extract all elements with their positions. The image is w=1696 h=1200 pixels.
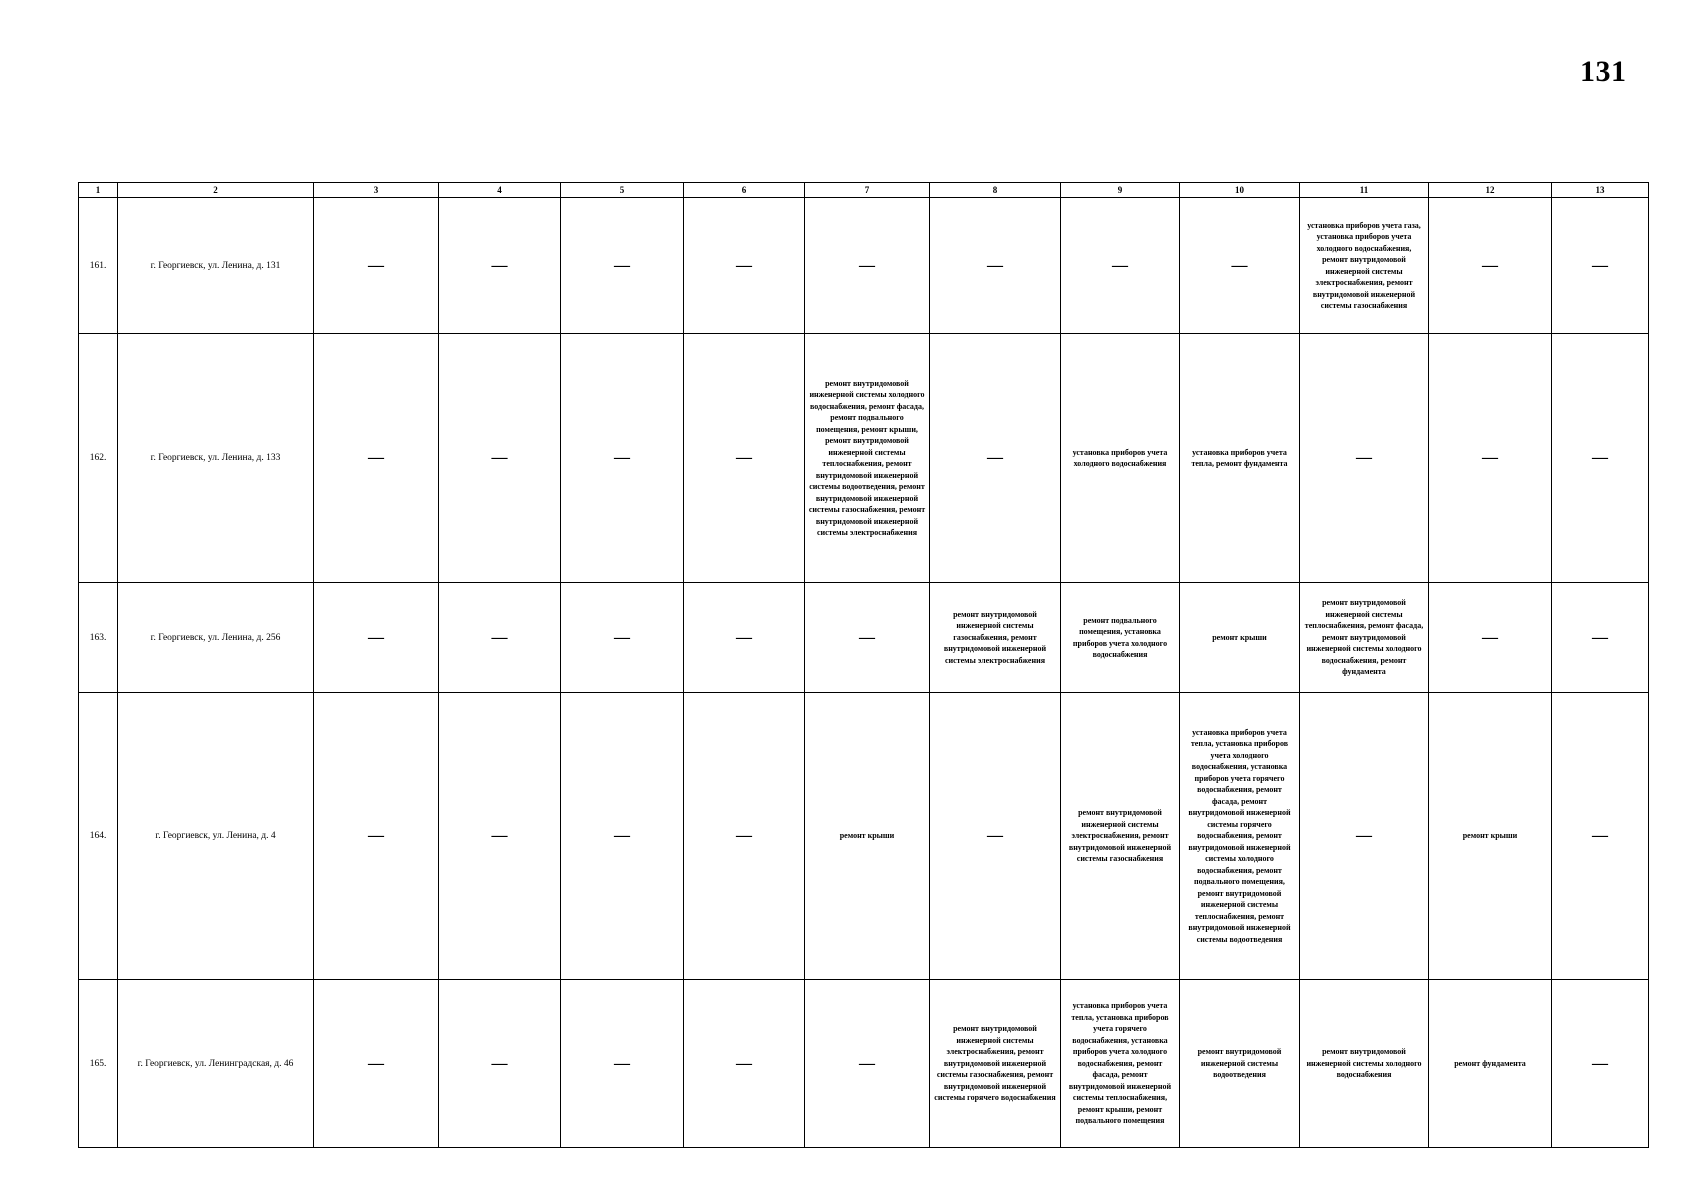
empty-cell xyxy=(1061,198,1180,334)
work-type-cell: ремонт внутридомовой инженерной системы газоснабжения, ремонт внутридомовой инженерной системы электроснабжения xyxy=(930,583,1061,693)
empty-cell xyxy=(439,693,561,980)
empty-cell xyxy=(1552,334,1649,583)
table-row xyxy=(79,334,1649,583)
work-type-cell: установка приборов учета газа, установка приборов учета холодного водоснабжения, ремонт внутридомовой инженерной системы электроснабжения, ремонт внутридомовой инженерной системы газоснабжения xyxy=(1300,198,1429,334)
dash-mark: — xyxy=(614,628,630,646)
empty-cell xyxy=(1552,693,1649,980)
work-type-cell: ремонт внутридомовой инженерной системы водоотведения xyxy=(1180,980,1300,1148)
column-number: 3 xyxy=(314,183,439,198)
address-cell: г. Георгиевск, ул. Ленина, д. 256 xyxy=(118,583,314,693)
dash-mark: — xyxy=(614,1054,630,1072)
column-number: 6 xyxy=(684,183,805,198)
dash-mark: — xyxy=(736,1054,752,1072)
empty-cell xyxy=(314,334,439,583)
dash-mark: — xyxy=(1592,827,1608,844)
address-cell: г. Георгиевск, ул. Ленинградская, д. 46 xyxy=(118,980,314,1148)
empty-cell xyxy=(805,583,930,693)
empty-cell xyxy=(561,693,684,980)
dash-mark: — xyxy=(491,628,508,646)
empty-cell xyxy=(930,198,1061,334)
empty-cell xyxy=(314,980,439,1148)
work-type-cell: ремонт внутридомовой инженерной системы холодного водоснабжения, ремонт фасада, ремонт подвального помещения, ремонт крыши, ремонт внутридомовой инженерной системы теплоснабжения, ремонт внутридомовой инженерной системы водоотведения, ремонт внутридомовой инженерной системы газоснабжения, ремонт внутридомовой инженерной системы электроснабжения xyxy=(805,334,930,583)
dash-mark: — xyxy=(736,628,752,646)
work-type-cell: установка приборов учета тепла, ремонт фундамента xyxy=(1180,334,1300,583)
empty-cell xyxy=(439,980,561,1148)
dash-mark: — xyxy=(987,256,1003,274)
column-number: 1 xyxy=(79,183,118,198)
dash-mark: — xyxy=(1231,256,1248,274)
dash-mark: — xyxy=(1592,256,1608,274)
empty-cell xyxy=(561,198,684,334)
work-type-cell: установка приборов учета тепла, установка приборов учета холодного водоснабжения, установка приборов учета горячего водоснабжения, ремонт фасада, ремонт внутридомовой инженерной системы горячего водоснабжения, ремонт внутридомовой инженерной системы холодного водоснабжения, ремонт подвального помещения, ремонт внутридомовой инженерной системы теплоснабжения, ремонт внутридомовой инженерной системы водоотведения xyxy=(1180,693,1300,980)
empty-cell xyxy=(439,334,561,583)
empty-cell xyxy=(314,198,439,334)
table-row xyxy=(79,693,1649,980)
empty-cell xyxy=(1429,334,1552,583)
dash-mark: — xyxy=(1592,628,1608,646)
dash-mark: — xyxy=(368,449,384,466)
dash-mark: — xyxy=(736,256,752,274)
empty-cell xyxy=(439,198,561,334)
dash-mark: — xyxy=(1592,1054,1608,1072)
dash-mark: — xyxy=(614,449,630,466)
address-cell: г. Георгиевск, ул. Ленина, д. 131 xyxy=(118,198,314,334)
empty-cell xyxy=(1552,198,1649,334)
work-type-cell: ремонт внутридомовой инженерной системы теплоснабжения, ремонт фасада, ремонт внутридомовой инженерной системы холодного водоснабжения, ремонт фундамента xyxy=(1300,583,1429,693)
dash-mark: — xyxy=(614,827,630,844)
work-type-cell: ремонт подвального помещения, установка приборов учета холодного водоснабжения xyxy=(1061,583,1180,693)
empty-cell xyxy=(684,198,805,334)
empty-cell xyxy=(561,334,684,583)
column-number-row xyxy=(79,183,1649,198)
table-row xyxy=(79,583,1649,693)
column-number: 9 xyxy=(1061,183,1180,198)
empty-cell xyxy=(684,980,805,1148)
row-number: 161. xyxy=(79,198,118,334)
address-cell: г. Георгиевск, ул. Ленина, д. 4 xyxy=(118,693,314,980)
empty-cell xyxy=(1552,583,1649,693)
column-number: 5 xyxy=(561,183,684,198)
work-type-cell: ремонт крыши xyxy=(805,693,930,980)
column-number: 13 xyxy=(1552,183,1649,198)
dash-mark: — xyxy=(368,256,384,274)
dash-mark: — xyxy=(368,1054,384,1072)
empty-cell xyxy=(561,980,684,1148)
empty-cell xyxy=(439,583,561,693)
dash-mark: — xyxy=(1112,256,1128,274)
table-body xyxy=(79,198,1649,1148)
dash-mark: — xyxy=(491,256,508,274)
row-number: 164. xyxy=(79,693,118,980)
dash-mark: — xyxy=(368,628,384,646)
page-number: 131 xyxy=(1580,55,1627,88)
dash-mark: — xyxy=(736,827,752,844)
empty-cell xyxy=(930,693,1061,980)
empty-cell xyxy=(314,693,439,980)
dash-mark: — xyxy=(491,1054,508,1072)
table-row xyxy=(79,198,1649,334)
row-number: 162. xyxy=(79,334,118,583)
dash-mark: — xyxy=(1592,449,1608,466)
empty-cell xyxy=(684,334,805,583)
dash-mark: — xyxy=(987,827,1003,844)
column-number: 4 xyxy=(439,183,561,198)
empty-cell xyxy=(1552,980,1649,1148)
empty-cell xyxy=(1180,198,1300,334)
empty-cell xyxy=(1300,334,1429,583)
empty-cell xyxy=(805,980,930,1148)
address-cell: г. Георгиевск, ул. Ленина, д. 133 xyxy=(118,334,314,583)
work-type-cell: ремонт фундамента xyxy=(1429,980,1552,1148)
dash-mark: — xyxy=(1356,827,1372,844)
dash-mark: — xyxy=(1482,256,1498,274)
work-type-cell: ремонт внутридомовой инженерной системы электроснабжения, ремонт внутридомовой инженерной системы газоснабжения xyxy=(1061,693,1180,980)
empty-cell xyxy=(805,198,930,334)
column-number: 11 xyxy=(1300,183,1429,198)
empty-cell xyxy=(1429,583,1552,693)
dash-mark: — xyxy=(736,449,752,466)
work-type-cell: ремонт внутридомовой инженерной системы холодного водоснабжения xyxy=(1300,980,1429,1148)
empty-cell xyxy=(930,334,1061,583)
dash-mark: — xyxy=(491,449,508,466)
dash-mark: — xyxy=(859,1054,875,1072)
work-type-cell: установка приборов учета тепла, установка приборов учета горячего водоснабжения, установка приборов учета холодного водоснабжения, ремонт фасада, ремонт внутридомовой инженерной системы теплоснабжения, ремонт крыши, ремонт подвального помещения xyxy=(1061,980,1180,1148)
dash-mark: — xyxy=(859,256,875,274)
dash-mark: — xyxy=(1482,449,1498,466)
column-number: 10 xyxy=(1180,183,1300,198)
row-number: 165. xyxy=(79,980,118,1148)
dash-mark: — xyxy=(491,827,508,844)
column-number: 8 xyxy=(930,183,1061,198)
dash-mark: — xyxy=(1356,449,1372,466)
column-number: 7 xyxy=(805,183,930,198)
empty-cell xyxy=(684,583,805,693)
work-type-cell: ремонт внутридомовой инженерной системы электроснабжения, ремонт внутридомовой инженерной системы газоснабжения, ремонт внутридомовой инженерной системы горячего водоснабжения xyxy=(930,980,1061,1148)
row-number: 163. xyxy=(79,583,118,693)
dash-mark: — xyxy=(859,628,875,646)
table-row xyxy=(79,980,1649,1148)
empty-cell xyxy=(684,693,805,980)
work-type-cell: ремонт крыши xyxy=(1180,583,1300,693)
dash-mark: — xyxy=(1482,628,1498,646)
column-number: 12 xyxy=(1429,183,1552,198)
empty-cell xyxy=(561,583,684,693)
dash-mark: — xyxy=(987,449,1003,466)
repair-schedule-table xyxy=(78,182,1649,1148)
dash-mark: — xyxy=(614,256,630,274)
work-type-cell: ремонт крыши xyxy=(1429,693,1552,980)
dash-mark: — xyxy=(368,827,384,844)
work-type-cell: установка приборов учета холодного водоснабжения xyxy=(1061,334,1180,583)
empty-cell xyxy=(314,583,439,693)
empty-cell xyxy=(1300,693,1429,980)
column-number: 2 xyxy=(118,183,314,198)
empty-cell xyxy=(1429,198,1552,334)
